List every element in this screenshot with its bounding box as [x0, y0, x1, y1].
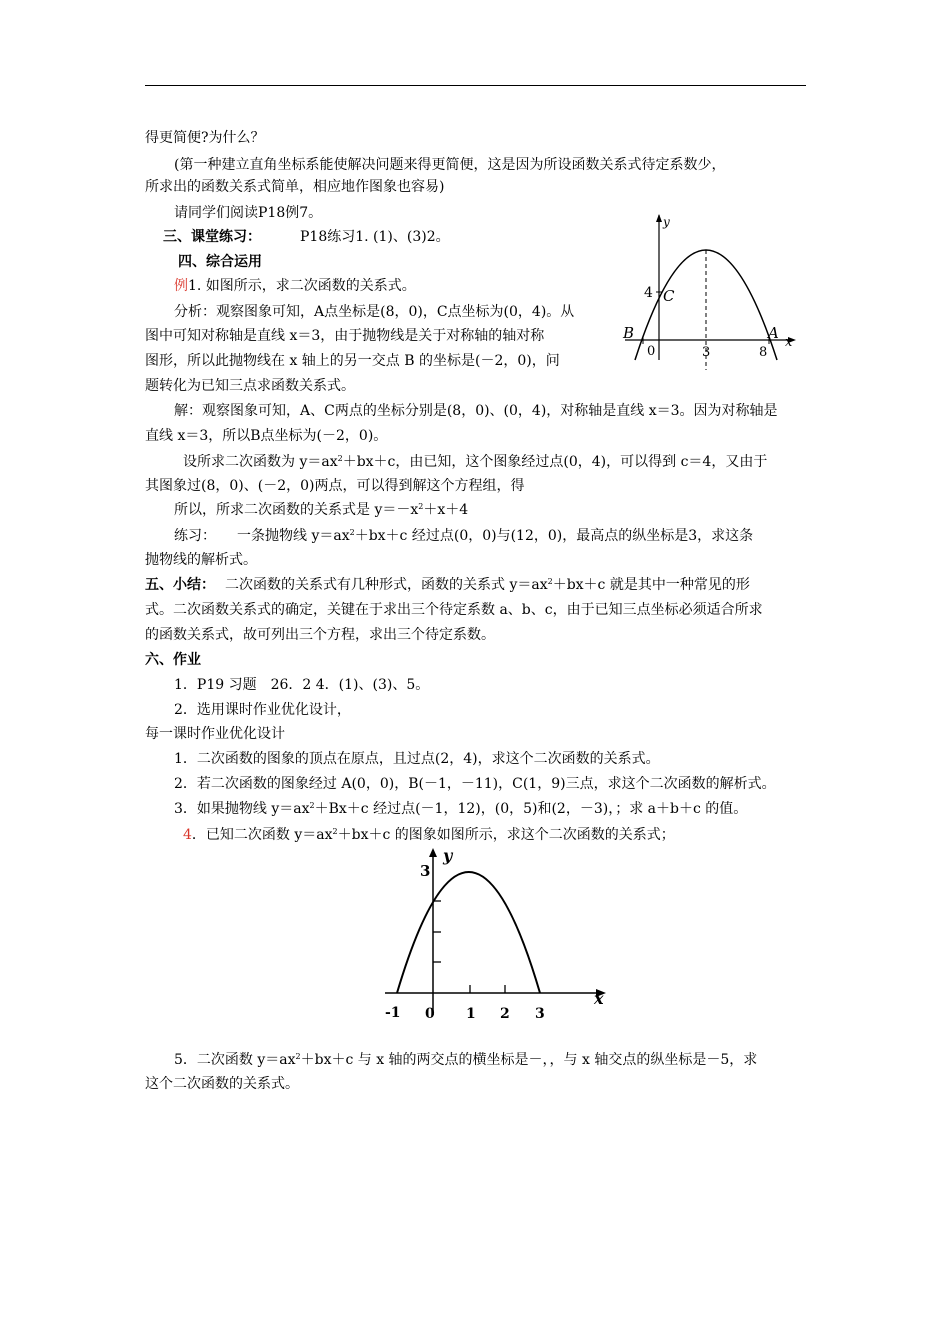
parabola-figure-1: [615, 210, 800, 370]
text-line: 练习： 一条抛物线 $y=ax^2+bx+c$ 经过点(0，0)与(12，0)，最高点的纵坐标是3，求这条: [174, 528, 754, 544]
text-line: 式。二次函数关系式的确定，关键在于求出三个待定系数 a、b、c，由于已知三点坐标必须适合所求: [145, 602, 763, 618]
tick-label-8: 8: [759, 345, 768, 360]
text-line: 每一课时作业优化设计: [145, 726, 285, 742]
example-1-text: 1. 如图所示，求二次函数的关系式。: [188, 278, 416, 294]
example-mark: 例: [174, 278, 188, 294]
tick-label-0: 0: [647, 344, 656, 359]
text-line: (第一种建立直角坐标系能使解决问题来得更简便，这是因为所设函数关系式待定系数少，: [174, 157, 726, 173]
text-line: 请同学们阅读P18例7。: [174, 205, 323, 221]
text-line: 图中可知对称轴是直线 x＝3，由于抛物线是关于对称轴的轴对称: [145, 328, 545, 344]
text-line: 5．二次函数 $y=ax^2+bx+c$ 与 x 轴的两交点的横坐标是－，，与 x 轴交点的纵坐标是－5，求: [174, 1052, 758, 1068]
point-label-C: C: [663, 287, 675, 305]
tick-label-1: 1: [466, 1006, 476, 1020]
parabola-figure-2: [380, 845, 615, 1020]
text-line: 抛物线的解析式。: [145, 552, 257, 568]
text-line: 4．已知二次函数 $y=ax^2+bx+c$ 的图象如图所示，求这个二次函数的关系式；: [183, 827, 675, 843]
parabola-curve: [397, 872, 540, 993]
y-axis-label: y: [443, 846, 453, 865]
text-line: 得更简便?为什么？: [145, 130, 265, 146]
tick-label-3: 3: [535, 1006, 545, 1020]
text-line: 其图象过(8，0)、(－2，0)两点，可以得到解这个方程组，得: [145, 478, 525, 494]
text-line: 1．P19 习题 26．2 4．(1)、(3)、5。: [174, 677, 430, 693]
text-line: 所以，所求二次函数的关系式是 $y=-x^2+x+4$: [174, 502, 469, 518]
text-line: 的函数关系式，故可列出三个方程，求出三个待定系数。: [145, 627, 495, 643]
point-label-A: A: [768, 324, 779, 342]
section-4-heading: 四、综合运用: [178, 254, 262, 270]
section-3-heading: 三、课堂练习：: [163, 229, 261, 245]
point-label-3: 3: [420, 862, 431, 880]
text-line: 所求出的函数关系式简单，相应地作图象也容易): [145, 179, 445, 195]
tick-label-m1: -1: [385, 1005, 401, 1020]
example-1-line: [174, 276, 416, 296]
point-label-B: B: [623, 324, 635, 342]
text-line: 这个二次函数的关系式。: [145, 1076, 299, 1092]
text-line: 3．如果抛物线 $y=ax^2+Bx+c$ 经过点(－1，12)，(0，5)和(2，－3)，；求 a＋b＋c 的值。: [174, 801, 748, 817]
text-line: 五、小结： 二次函数的关系式有几种形式，函数的关系式 $y=ax^2+bx+c$ 就是其中一种常见的形: [145, 577, 750, 593]
tick-label-3: 3: [702, 345, 711, 360]
tick-label-0: 0: [425, 1006, 435, 1020]
header-rule: [145, 85, 806, 86]
text-line: 设所求二次函数为 $y=ax^2+bx+c$，由已知，这个图象经过点(0，4)，可以得到 c＝4，又由于: [183, 454, 768, 470]
text-line: 1．二次函数的图象的顶点在原点，且过点(2，4)，求这个二次函数的关系式。: [174, 751, 660, 767]
text-line: 2．若二次函数的图象经过 A(0，0)，B(－1，－11)，C(1，9)三点，求这个二次函数的解析式。: [174, 776, 776, 792]
text-line: 分析：观察图象可知，A点坐标是(8，0)，C点坐标为(0，4)。从: [174, 304, 575, 320]
x-axis-label: x: [594, 989, 604, 1008]
section-6-heading: 六、作业: [145, 652, 201, 668]
section-3-text: P18练习1. (1)、(3)2。: [300, 229, 450, 245]
question-4-number: 4: [183, 827, 192, 843]
x-axis-label: x: [785, 335, 793, 350]
text-line: 解：观察图象可知，A、C两点的坐标分别是(8，0)、(0，4)，对称轴是直线 x＝3。因为对称轴是: [174, 403, 778, 419]
tick-label-2: 2: [500, 1006, 510, 1020]
section-5-heading: 五、小结：: [145, 577, 215, 593]
y-arrow: [429, 848, 437, 857]
text-line: 直线 x＝3，所以B点坐标为(－2，0)。: [145, 428, 388, 444]
text-line: 2．选用课时作业优化设计，: [174, 702, 351, 718]
text-line: 题转化为已知三点求函数关系式。: [145, 378, 355, 394]
text-line: 图形，所以此抛物线在 x 轴上的另一交点 B 的坐标是(－2，0)，问: [145, 353, 560, 369]
y-arrow: [656, 214, 662, 222]
y-axis-label: y: [663, 215, 670, 229]
point-label-4: 4: [644, 285, 653, 301]
